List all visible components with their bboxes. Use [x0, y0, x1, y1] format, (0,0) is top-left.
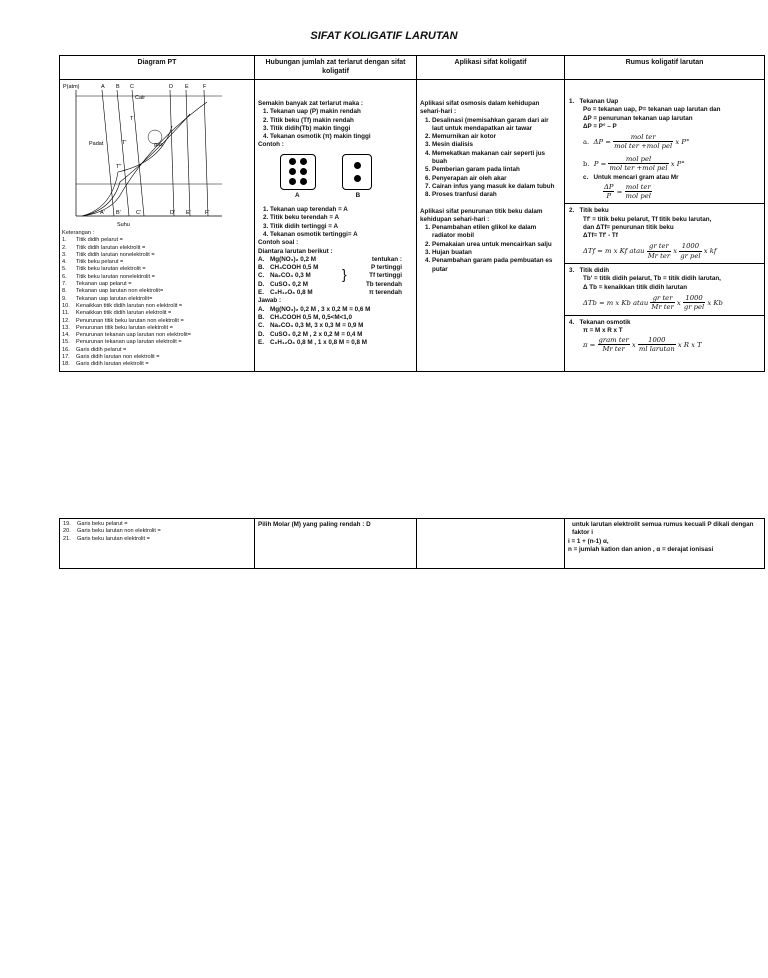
beku-item: 1. Penambahan etilen glikol ke dalam radiator mobil: [432, 224, 561, 241]
keterangan-item: 19. Garis beku pelarut =: [63, 521, 128, 527]
keterangan-item: 8. Tekanan uap larutan non elektrolit=: [62, 288, 164, 295]
letter-d-prime: D': [170, 210, 176, 216]
jawab-item: B. CH₃COOH 0,5 M, 0,5<M<1,0: [258, 313, 353, 321]
keterangan-item: 11. Kenaikkan titik didih larutan elektrolit =: [62, 310, 172, 317]
region-gas: gas: [154, 142, 163, 148]
osmosis-item: 7. Cairan infus yang masuk ke dalam tubuh: [432, 183, 561, 191]
p-axis-label: P(atm): [63, 84, 80, 90]
s3-line1: Tb' = titik didih pelarut, Tb = titik didih larutan,: [583, 275, 721, 283]
hubungan-result-item: 4. Tekanan osmotik tertinggi= A: [270, 231, 413, 239]
brace-line: tentukan :: [371, 255, 402, 263]
soal-intro: Diantara larutan berikut :: [258, 247, 333, 255]
letter-a: A: [101, 84, 105, 90]
keterangan-item: 18. Garis didih larutan elektrolit =: [62, 361, 149, 368]
osmosis-item: 6. Penyerapan air oleh akar: [432, 175, 561, 183]
letter-f-prime: F': [205, 210, 210, 216]
s1-line3: ΔP = P° – P: [583, 122, 617, 130]
header-rumus: Rumus koligatif larutan: [565, 56, 765, 80]
keterangan-item: 14. Penurunan tekanan uap larutan non elektrolit=: [62, 332, 191, 339]
can-b: [342, 154, 372, 190]
beku-item: 3. Hujan buatan: [432, 249, 561, 257]
keterangan-item: 9. Tekanan uap larutan elektrolit=: [62, 295, 153, 302]
empty-cell: [417, 519, 565, 569]
osmosis-item: 1. Desalinasi (memisahkan garam dari air laut untuk mendapatkan air tawar: [432, 117, 561, 134]
s3-formula: ΔTb = m x Kb atau $\frac{\text{gr ter}}{\text{Mr ter}}$ x $\frac{1000}{\text{gr pel}}$ x Kb: [583, 293, 723, 312]
letter-a-prime: A': [100, 210, 105, 216]
letter-e: E: [185, 84, 189, 90]
keterangan-item: 5. Titik beku larutan elektrolit =: [62, 266, 146, 273]
brace-line: P tertinggi: [370, 264, 402, 272]
jawab-list: [258, 306, 413, 347]
hubungan-intro: Semakin banyak zat terlarut maka :: [258, 100, 363, 107]
brace: }: [342, 265, 347, 282]
continuation-table: [59, 518, 765, 569]
header-aplikasi: Aplikasi sifat koligatif: [417, 56, 565, 80]
keterangan-item: 12. Penurunan titik beku larutan non elektrolit =: [62, 317, 184, 324]
s2-line1: Tf' = titik beku pelarut, Tf titik beku larutan,: [583, 215, 712, 223]
diagram-cell: [60, 80, 255, 372]
brace-line: Tb terendah: [365, 280, 402, 288]
soal-options-block: [258, 256, 413, 297]
letter-d: D: [169, 84, 173, 90]
keterangan-item: 16. Garis didih pelarut =: [62, 346, 127, 353]
rumus-tekanan-uap: 1. Tekanan Uap Po = tekanan uap, P= tekanan uap larutan dan ΔP = penurunan tekanan uap larutan ΔP = P° – P a. ΔP = $\frac{\text{mol ter}}{\text{mol ter +mol pel}}$ x P° b. P = $\frac{\text{mol pel}}{\text{mol ter +mol pel}}$ x P° c. Untuk mencari gram atau Mr $\frac{\Delta P}{P}$ = $\frac{\text{mol ter}}{\text{mol pel}}$: [565, 80, 764, 203]
hubungan-item: 1. Tekanan uap (P) makin rendah: [270, 108, 413, 116]
keterangan-item: 1. Titik didih pelarut =: [62, 237, 123, 244]
x-axis-label: Suhu: [117, 222, 130, 228]
rumus-titik-beku: 2. Titik beku Tf' = titik beku pelarut, Tf titik beku larutan, dan ΔTf= penurunan titik beku ΔTf= Tf' - Tf ΔTf = m x Kf atau $\frac{\text{gr ter}}{\text{Mr ter}}$ x $\frac{1000}{\text{gr pel}}$ x kf: [565, 204, 764, 263]
osmosis-item: 2. Memurnikan air kotor: [432, 133, 561, 141]
osmosis-title: Aplikasi sifat osmosis dalam kehidupan sehari-hari :: [420, 100, 540, 116]
can-a-label: A: [295, 191, 300, 199]
jawab-item: C. Na₂CO₃ 0,3 M, 3 x 0,3 M = 0,9 M: [258, 322, 364, 330]
pilih-cell: [255, 519, 417, 569]
s4-title: Tekanan osmotik: [579, 318, 631, 326]
soal-option: D. CuSO₄ 0,2 M: [258, 280, 308, 288]
keterangan-item: 21. Garis beku larutan elektrolit =: [63, 535, 150, 542]
letter-f: F: [203, 84, 207, 90]
soal-option: B. CH₃COOH 0,5 M: [258, 264, 319, 272]
letter-b: B: [116, 84, 120, 90]
keterangan-cont-cell: [60, 519, 255, 569]
jawab-item: A. Mg(NO₃)₂ 0,2 M , 3 x 0,2 M = 0,6 M: [258, 305, 371, 313]
can-b-label: B: [355, 191, 361, 199]
s1-formula-c: $\frac{\Delta P}{P}$ = $\frac{\text{mol ter}}{\text{mol pel}}$: [604, 182, 651, 200]
can-labels: [295, 192, 413, 200]
s1-formula-a: a. ΔP = $\frac{\text{mol ter}}{\text{mol ter +mol pel}}$ x P°: [583, 133, 690, 151]
can-a: [280, 154, 316, 190]
extra-rumus-cell: [565, 519, 765, 569]
letter-e-prime: E': [186, 210, 191, 216]
header-hubungan: Hubungan jumlah zat terlarut dengan sifat koligatif: [255, 56, 417, 80]
soal-option: E. C₆H₁₂O₆ 0,8 M: [258, 289, 313, 297]
region-cair: Cair: [135, 95, 146, 101]
hubungan-item: 4. Tekanan osmotik (π) makin tinggi: [270, 133, 413, 141]
keterangan-title: Keterangan :: [62, 230, 95, 236]
letter-c: C: [130, 84, 134, 90]
osmosis-item: 3. Mesin dialisis: [432, 141, 561, 149]
beku-item: 2. Pemakaian urea untuk mencairkan salju: [432, 241, 561, 249]
keterangan-item: 6. Titik beku larutan nonelektrolit =: [62, 273, 155, 280]
keterangan-item: 13. Penurunan titik beku larutan elektrolit =: [62, 324, 173, 331]
jawab-title: Jawab :: [258, 297, 282, 305]
beku-item: 4. Penambahan garam pada pembuatan es putar: [432, 257, 561, 274]
keterangan-item: 3. Titik didih larutan nonelektrolit =: [62, 251, 155, 258]
keterangan-item: 15. Penurunan tekanan uap larutan elektrolit =: [62, 339, 182, 346]
rumus-tekanan-osmotik: 4. Tekanan osmotik π = M x R x T π = $\frac{\text{gram ter}}{\text{Mr ter}}$ x $\frac{1000}{\text{ml larutan}}$ x R x T: [565, 316, 764, 357]
s1-formula-b: b. P = $\frac{\text{mol pel}}{\text{mol ter +mol pel}}$ x P°: [583, 154, 685, 173]
s2-formula: ΔTf = m x Kf atau $\frac{\text{gr ter}}{\text{Mr ter}}$ x $\frac{1000}{\text{gr pel}}$ x kf: [583, 242, 717, 260]
soal-option: C. Na₂CO₃ 0,3 M: [258, 272, 311, 280]
s2-line2: dan ΔTf= penurunan titik beku: [583, 223, 674, 231]
beku-list: [420, 224, 561, 274]
aplikasi-cell: [417, 80, 565, 372]
region-padat: Padat: [89, 141, 104, 147]
hubungan-result-item: 1. Tekanan uap terendah = A: [270, 206, 413, 214]
pilih-text: Pilih Molar (M) yang paling rendah : D: [258, 521, 371, 528]
keterangan-list: [62, 230, 252, 369]
osmosis-item: 5. Pemberian garam pada lintah: [432, 166, 561, 174]
s1-line1: Po = tekanan uap, P= tekanan uap larutan dan: [583, 106, 721, 114]
jawab-item: E. C₆H₁₂O₆ 0,8 M , 1 x 0,8 M = 0,8 M: [258, 338, 368, 346]
page-title: SIFAT KOLIGATIF LARUTAN: [310, 30, 458, 42]
osmosis-item: 8. Proses tranfusi darah: [432, 191, 561, 199]
s1-c-label: c. Untuk mencari gram atau Mr: [583, 174, 679, 182]
s2-line3: ΔTf= Tf' - Tf: [583, 232, 618, 240]
keterangan-item: 4. Titik beku pelarut =: [62, 259, 124, 266]
particle-cans: [280, 154, 413, 190]
s1-title: Tekanan Uap: [579, 98, 619, 105]
soal-title: Contoh soal :: [258, 239, 299, 247]
contoh-label: Contoh :: [258, 141, 284, 149]
rumus-cell: [565, 80, 765, 372]
hubungan-list1: [258, 108, 413, 141]
osmosis-item: 4. Memekatkan makanan cair seperti jus buah: [432, 150, 561, 167]
header-diagram: Diagram PT: [60, 56, 255, 80]
brace-line: π terendah: [368, 289, 402, 297]
point-t-dprime: T": [116, 164, 122, 170]
keterangan-item: 17. Garis didih larutan non elektrolit =: [62, 354, 160, 361]
soal-option: A. Mg(NO₃)₂ 0,2 M: [258, 255, 316, 263]
s3-line2: Δ Tb = kenaikkan titik didih larutan: [583, 283, 688, 291]
keterangan-item: 7. Tekanan uap pelarut =: [62, 281, 132, 288]
extra-line3: n = jumlah kation dan anion , α = derajat ionisasi: [568, 545, 714, 553]
s4-line1: π = M x R x T: [583, 326, 623, 334]
osmosis-list: [420, 117, 561, 200]
keterangan-item: 10. Kenaikkan titik didih larutan non elektrolit =: [62, 302, 183, 309]
s2-title: Titik beku: [579, 207, 609, 215]
beku-title: Aplikasi sifat penurunan titik beku dalam kehidupan sehari-hari :: [420, 207, 543, 223]
extra-line2: i = 1 + (n-1) α,: [568, 537, 609, 545]
hubungan-item: 2. Titik beku (Tf) makin rendah: [270, 117, 413, 125]
letter-c-prime: C': [136, 210, 142, 216]
keterangan-item: 2. Titik didih larutan elektrolit =: [62, 244, 146, 251]
main-table: [59, 55, 765, 372]
hubungan-result-item: 2. Titik beku terendah = A: [270, 214, 413, 222]
hubungan-cell: [255, 80, 417, 372]
rumus-titik-didih: 3. Titik didih Tb' = titik didih pelarut, Tb = titik didih larutan, Δ Tb = kenaikkan titik didih larutan ΔTb = m x Kb atau $\frac{\text{gr ter}}{\text{Mr ter}}$ x $\frac{1000}{\text{gr pel}}$ x Kb: [565, 264, 764, 314]
point-t: T: [130, 116, 134, 122]
hubungan-result-item: 3. Titik didih tertinggi = A: [270, 223, 413, 231]
point-t-prime: T': [122, 140, 127, 146]
hubungan-item: 3. Titik didih(Tb) makin tinggi: [270, 125, 413, 133]
hubungan-list2: [258, 206, 413, 239]
s3-title: Titik didih: [579, 267, 610, 275]
extra-line1: untuk larutan elektrolit semua rumus kecuali P dikali dengan faktor i: [572, 521, 754, 537]
s4-formula: π = $\frac{\text{gram ter}}{\text{Mr ter}}$ x $\frac{1000}{\text{ml larutan}}$ x R x T: [583, 336, 702, 354]
jawab-item: D. CuSO₄ 0,2 M , 2 x 0,2 M = 0,4 M: [258, 330, 363, 338]
letter-b-prime: B': [116, 210, 121, 216]
pt-diagram: [62, 82, 252, 230]
keterangan-item: 20. Garis beku larutan non elektrolit =: [63, 528, 161, 535]
brace-line: Tf tertinggi: [369, 272, 402, 280]
s1-line2: ΔP = penurunan tekanan uap larutan: [583, 114, 693, 122]
